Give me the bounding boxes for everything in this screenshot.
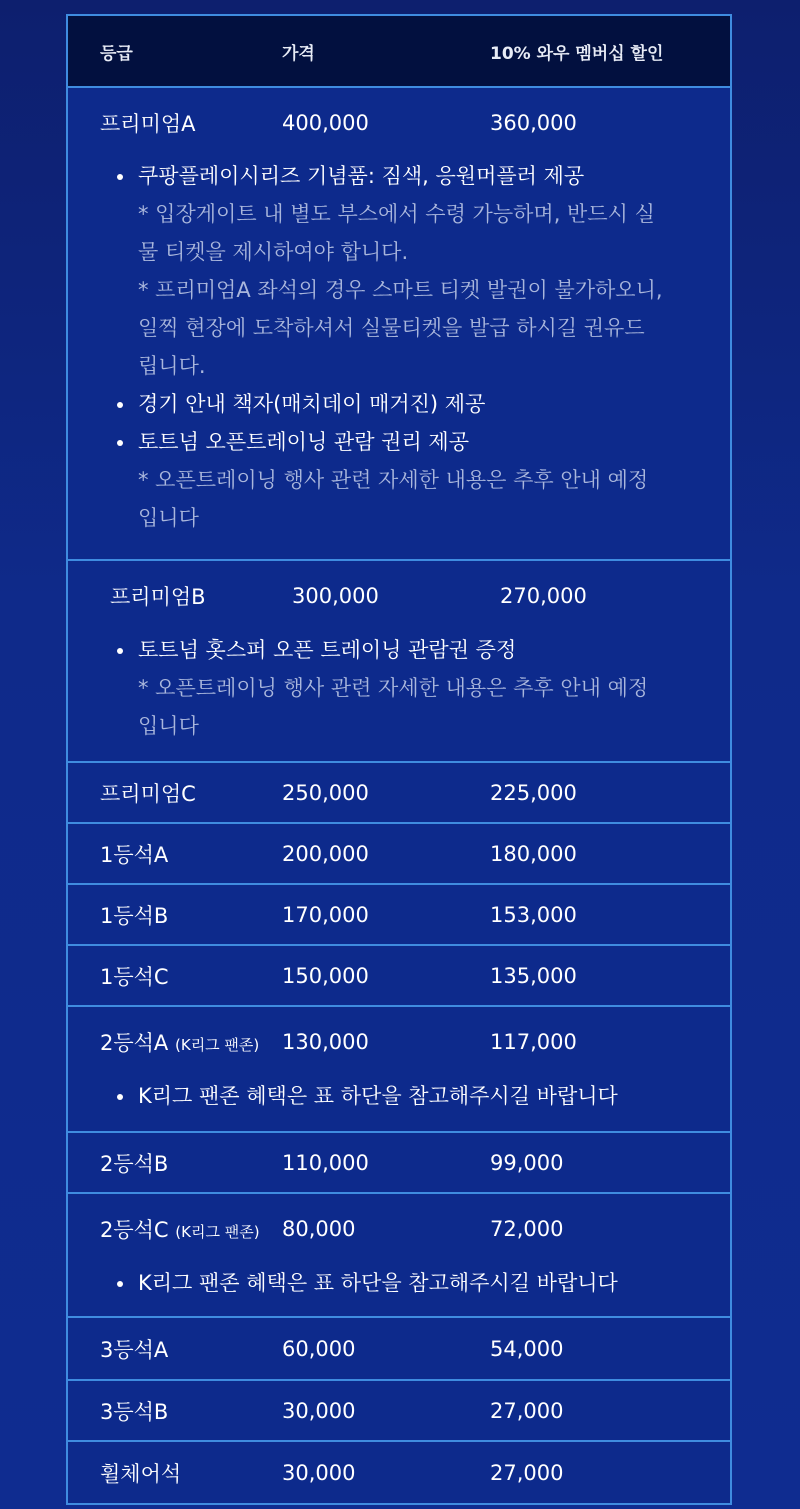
discount-cell: 180,000 (490, 841, 577, 866)
price-cell: 110,000 (282, 1150, 369, 1175)
table-row (68, 763, 730, 824)
table-row (68, 1318, 730, 1381)
row-details (68, 631, 730, 745)
price-cell: 30,000 (282, 1460, 356, 1485)
discount-cell: 360,000 (490, 110, 577, 135)
detail-note: * 오픈트레이닝 행사 관련 자세한 내용은 추후 안내 예정 (138, 676, 649, 700)
grade-cell: 1등석C (100, 964, 169, 989)
grade-cell (68, 1214, 282, 1244)
price-cell: 300,000 (292, 584, 379, 608)
table-row (68, 1381, 730, 1442)
table-row (68, 88, 730, 561)
grade-cell: 휠체어석 (100, 1461, 182, 1486)
discount-cell: 153,000 (490, 902, 577, 927)
detail-note: 립니다. (138, 354, 206, 378)
discount-cell: 99,000 (490, 1150, 564, 1175)
detail-note: * 오픈트레이닝 행사 관련 자세한 내용은 추후 안내 예정 (138, 468, 649, 492)
detail-note: 물 티켓을 제시하여야 합니다. (138, 240, 409, 264)
grade-cell: 1등석A (100, 842, 169, 867)
row-details (68, 157, 730, 537)
fanzone-note: (K리그 팬존) (175, 1036, 260, 1054)
price-cell: 170,000 (282, 902, 369, 927)
discount-cell: 27,000 (490, 1460, 564, 1485)
price-cell: 60,000 (282, 1336, 356, 1361)
discount-cell: 135,000 (490, 963, 577, 988)
table-row (68, 1442, 730, 1503)
detail-note: 입니다 (138, 506, 199, 530)
grade-cell: 프리미엄A (100, 111, 196, 136)
grade-cell (68, 1027, 282, 1057)
row-details (68, 1077, 730, 1115)
discount-cell: 117,000 (490, 1030, 577, 1054)
header-discount: 10% 와우 멤버십 할인 (490, 43, 664, 64)
grade-cell: 3등석B (100, 1399, 169, 1424)
discount-cell: 225,000 (490, 780, 577, 805)
header-grade: 등급 (100, 43, 133, 64)
fanzone-note: (K리그 팬존) (175, 1223, 260, 1241)
detail-bullet: 토트넘 오픈트레이닝 관람 권리 제공 (112, 423, 712, 461)
detail-note: * 입장게이트 내 별도 부스에서 수령 가능하며, 반드시 실 (138, 202, 655, 226)
discount-cell: 270,000 (500, 584, 587, 608)
table-row (68, 1133, 730, 1194)
table-row (68, 946, 730, 1007)
table-row (68, 1194, 730, 1318)
detail-bullet: 쿠팡플레이시리즈 기념품: 짐색, 응원머플러 제공 (112, 157, 712, 195)
detail-bullet: K리그 팬존 혜택은 표 하단을 참고해주시길 바랍니다 (112, 1264, 712, 1302)
grade-cell: 프리미엄C (100, 781, 196, 806)
price-cell: 130,000 (282, 1030, 369, 1054)
table-row (68, 561, 730, 763)
grade-cell: 3등석A (100, 1337, 169, 1362)
detail-bullet: 토트넘 홋스퍼 오픈 트레이닝 관람권 증정 (112, 631, 712, 669)
grade-label: 2등석A (100, 1031, 169, 1055)
price-cell: 250,000 (282, 780, 369, 805)
price-cell: 150,000 (282, 963, 369, 988)
detail-bullet: 경기 안내 책자(매치데이 매거진) 제공 (112, 385, 712, 423)
detail-note: 입니다 (138, 714, 199, 738)
price-cell: 200,000 (282, 841, 369, 866)
grade-cell: 1등석B (100, 903, 169, 928)
ticket-price-table (66, 14, 732, 1505)
header-price: 가격 (282, 43, 315, 64)
grade-cell: 프리미엄B (110, 585, 206, 609)
table-row (68, 885, 730, 946)
detail-note: 일찍 현장에 도착하셔서 실물티켓을 발급 하시길 권유드 (138, 316, 645, 340)
row-details (68, 1264, 730, 1302)
discount-cell: 72,000 (490, 1217, 564, 1241)
table-header (68, 16, 730, 88)
table-row (68, 1007, 730, 1133)
discount-cell: 27,000 (490, 1398, 564, 1423)
grade-cell: 2등석B (100, 1151, 169, 1176)
price-cell: 80,000 (282, 1217, 356, 1241)
detail-bullet: K리그 팬존 혜택은 표 하단을 참고해주시길 바랍니다 (112, 1077, 712, 1115)
discount-cell: 54,000 (490, 1336, 564, 1361)
price-cell: 400,000 (282, 110, 369, 135)
grade-label: 2등석C (100, 1218, 169, 1242)
price-cell: 30,000 (282, 1398, 356, 1423)
detail-note: * 프리미엄A 좌석의 경우 스마트 티켓 발권이 불가하오니, (138, 278, 663, 302)
table-row (68, 824, 730, 885)
